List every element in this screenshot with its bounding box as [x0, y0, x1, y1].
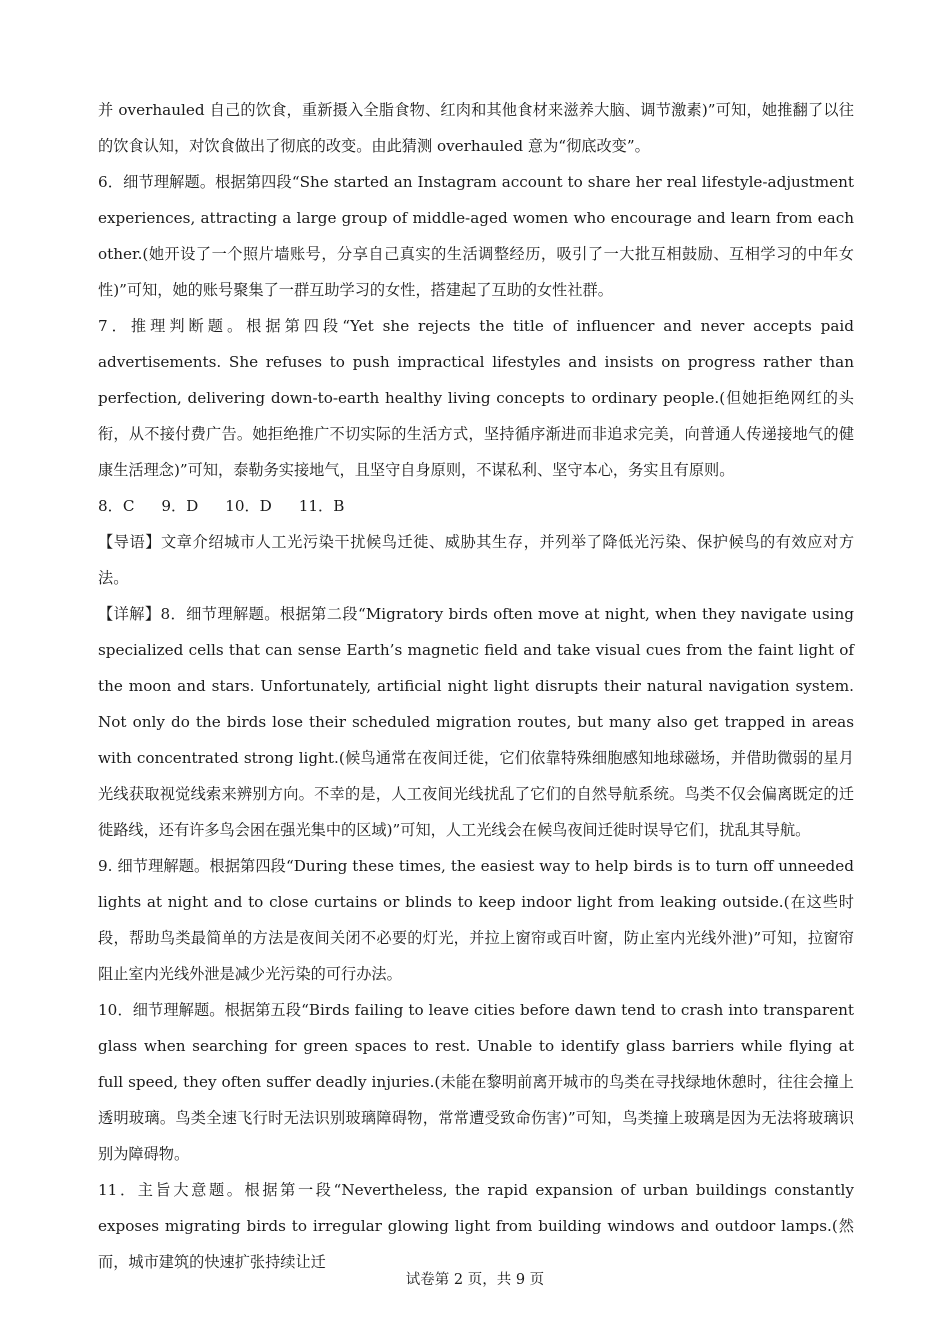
answer-8: 8．C — [98, 497, 135, 515]
answer-9: 9．D — [161, 497, 199, 515]
answer-key — [98, 488, 854, 524]
page-footer: 试卷第 2 页，共 9 页 — [405, 1272, 545, 1288]
answer-10: 10．D — [225, 497, 272, 515]
paragraph-intro: 【导语】文章介绍城市人工光污染干扰候鸟迁徙、威胁其生存，并列举了降低光污染、保护候鸟的有效应对方法。 — [98, 533, 854, 587]
paragraph-q11: 11．主旨大意题。根据第一段“Nevertheless, the rapid expansion of urban buildings constantly exposes migrating birds to irregular glowing light from building windows and outdoor lamps.(然而，城市建筑的快速扩张持续让迁 — [98, 1181, 854, 1271]
paragraph-q8: 【详解】8．细节理解题。根据第二段“Migratory birds often move at night, when they navigate using specialized cells that can sense Earth’s magnetic field and take visual cues from the faint light of the moon and stars. Unfortunately, artificial night light disrupts their natural navigation system. Not only do the birds lose their scheduled migration routes, but many also get trapped in areas with concentrated strong light.(候鸟通常在夜间迁徙，它们依靠特殊细胞感知地球磁场，并借助微弱的星月光线获取视觉线索来辨别方向。不幸的是，人工夜间光线扰乱了它们的自然导航系统。鸟类不仅会偏离既定的迁徙路线，还有许多鸟会困在强光集中的区域)”可知，人工光线会在候鸟夜间迁徙时误导它们，扰乱其导航。 — [98, 605, 854, 839]
paragraph-q6: 6．细节理解题。根据第四段“She started an Instagram account to share her real lifestyle-adjustment experiences, attracting a large group of middle-aged women who encourage and learn from each other.(她开设了一个照片墙账号，分享自己真实的生活调整经历，吸引了一大批互相鼓励、互相学习的中年女性)”可知，她的账号聚集了一群互助学习的女性，搭建起了互助的女性社群。 — [98, 173, 854, 299]
paragraph-q5-continued: 并 overhauled 自己的饮食，重新摄入全脂食物、红肉和其他食材来滋养大脑、调节激素)”可知，她推翻了以往的饮食认知，对饮食做出了彻底的改变。由此猜测 overhauled 意为“彻底改变”。 — [98, 101, 854, 155]
paragraph-q10: 10．细节理解题。根据第五段“Birds failing to leave cities before dawn tend to crash into transparent glass when searching for green spaces to rest. Unable to identify glass barriers while flying at full speed, they often suffer deadly injuries.(未能在黎明前离开城市的鸟类在寻找绿地休憩时，往往会撞上透明玻璃。鸟类全速飞行时无法识别玻璃障碍物，常常遭受致命伤害)”可知，鸟类撞上玻璃是因为无法将玻璃识别为障碍物。 — [98, 1001, 854, 1163]
document-body — [98, 92, 854, 1280]
paragraph-q9: 9. 细节理解题。根据第四段“During these times, the easiest way to help birds is to turn off unneeded lights at night and to close curtains or blinds to keep indoor light from leaking outside.(在这些时段，帮助鸟类最简单的方法是夜间关闭不必要的灯光，并拉上窗帘或百叶窗，防止室内光线外泄)”可知，拉窗帘阻止室内光线外泄是减少光污染的可行办法。 — [98, 857, 854, 983]
answer-11: 11．B — [298, 497, 345, 515]
paragraph-q7: 7．推理判断题。根据第四段“Yet she rejects the title of influencer and never accepts paid advertisements. She refuses to push impractical lifestyles and insists on progress rather than perfection, delivering down-to-earth healthy living concepts to ordinary people.(但她拒绝网红的头衔，从不接付费广告。她拒绝推广不切实际的生活方式，坚持循序渐进而非追求完美，向普通人传递接地气的健康生活理念)”可知，泰勒务实接地气，且坚守自身原则，不谋私利、坚守本心，务实且有原则。 — [98, 317, 854, 479]
